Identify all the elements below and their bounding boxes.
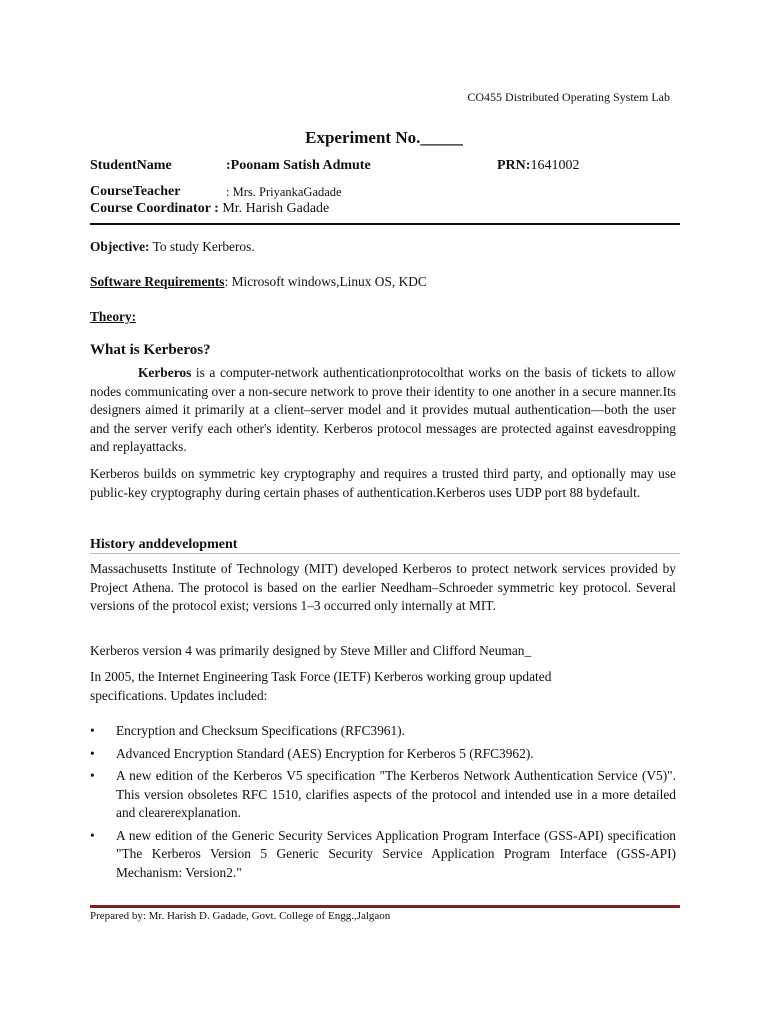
bullet-icon: • xyxy=(90,768,95,783)
prn-field xyxy=(497,158,579,174)
prn-value: 1641002 xyxy=(530,158,580,173)
footer-divider xyxy=(90,905,680,908)
what-is-paragraph-1 xyxy=(90,364,676,457)
bullet-icon: • xyxy=(90,745,95,761)
list-item xyxy=(90,722,676,741)
course-header: CO455 Distributed Operating System Lab xyxy=(467,90,670,104)
history-paragraph-1: Massachusetts Institute of Technology (MIT) developed Kerberos to protect network services provided by Project Athena. The protocol is based on the earlier Needham–Schroeder symmetric key protocol. Several versions of the protocol exist; versions 1–3 occurred only internally at MIT. xyxy=(90,561,676,613)
software-text: : Microsoft windows,Linux OS, KDC xyxy=(224,274,427,289)
list-item-text: Encryption and Checksum Specifications (RFC3961). xyxy=(116,723,405,738)
what-is-text-1: is a computer-network authenticationprotocolthat works on the basis of tickets to allow nodes communicating over a non-secure network to prove their identity to one another in a secure manner.Its designers aimed it primarily at a client–server model and it provides mutual authentication—both the user and the server verify each other's identity. Kerberos protocol messages are protected against eavesdropping and replayattacks. xyxy=(90,365,676,454)
list-item xyxy=(90,827,676,883)
student-name-label: StudentName xyxy=(90,158,172,173)
course-coordinator-value: Mr. Harish Gadade xyxy=(218,201,330,216)
student-name-value: :Poonam Satish Admute xyxy=(226,158,371,173)
list-item xyxy=(90,767,676,823)
objective-label: Objective: xyxy=(90,239,150,254)
what-is-heading: What is Kerberos? xyxy=(90,342,211,358)
history-paragraph-2: Kerberos version 4 was primarily designed by Steve Miller and Clifford Neuman_ xyxy=(90,643,532,658)
software-line xyxy=(90,274,427,290)
updates-list xyxy=(90,722,676,886)
list-item xyxy=(90,745,676,764)
history-paragraph-3: In 2005, the Internet Engineering Task Force (IETF) Kerberos working group updated specifications. Updates included: xyxy=(90,669,552,703)
theory-label: Theory: xyxy=(90,309,137,324)
course-coordinator-label: Course Coordinator : xyxy=(90,201,219,216)
history-heading: History anddevelopment xyxy=(90,537,238,552)
objective-text: To study Kerberos. xyxy=(149,239,255,254)
list-item-text: Advanced Encryption Standard (AES) Encryption for Kerberos 5 (RFC3962). xyxy=(116,745,534,761)
bullet-icon: • xyxy=(90,827,95,843)
course-coordinator-field xyxy=(90,201,329,217)
list-item-text: A new edition of the Kerberos V5 specification "The Kerberos Network Authentication Service (V5)". This version obsoletes RFC 1510, clarifies aspects of the protocol and intended use in a more detailed and clearerexplanation. xyxy=(116,768,676,820)
what-is-paragraph-2: Kerberos builds on symmetric key cryptography and requires a trusted third party, and optionally may use public-key cryptography during certain phases of authentication.Kerberos uses UDP port 88 bydefault. xyxy=(90,466,676,500)
course-teacher-value: : Mrs. PriyankaGadade xyxy=(226,185,342,199)
experiment-title: Experiment No._____ xyxy=(305,128,463,147)
prn-label: PRN: xyxy=(497,158,531,173)
history-divider xyxy=(90,553,680,554)
kerberos-lead: Kerberos xyxy=(138,365,192,380)
header-divider xyxy=(90,223,680,225)
footer-text: Prepared by: Mr. Harish D. Gadade, Govt. College of Engg.,Jalgaon xyxy=(90,910,391,922)
bullet-icon: • xyxy=(90,723,95,738)
course-teacher-label: CourseTeacher xyxy=(90,184,181,199)
list-item-text: A new edition of the Generic Security Services Application Program Interface (GSS-API) specification "The Kerberos Version 5 Generic Security Service Application Program Interface (GSS-API) Mechanism: Version2." xyxy=(116,827,676,880)
software-label: Software Requirements xyxy=(90,274,225,289)
objective-line xyxy=(90,239,255,255)
